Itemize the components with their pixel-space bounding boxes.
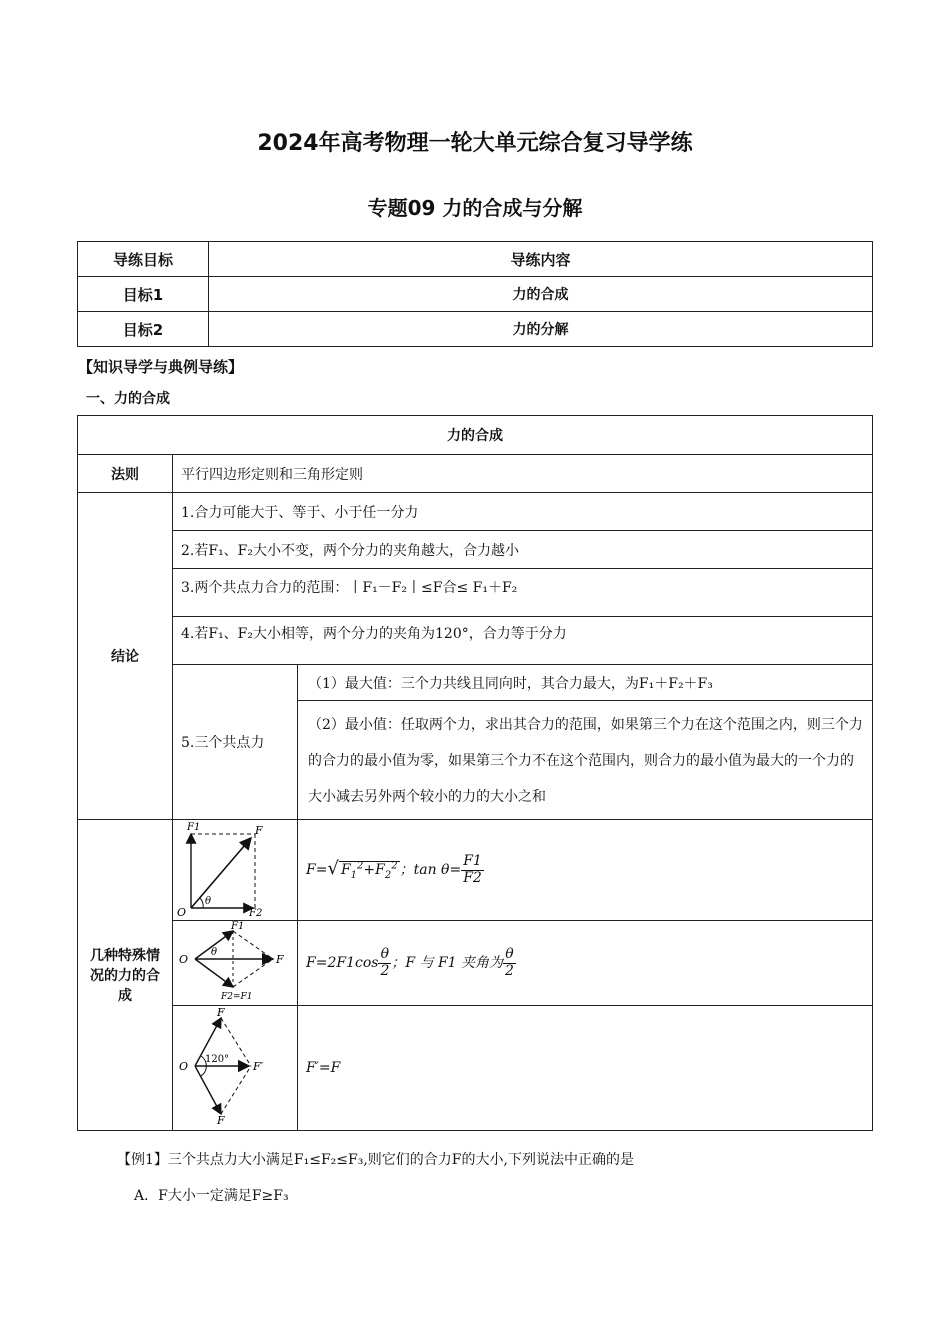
composition-table (77, 415, 873, 1131)
svg-text:120°: 120° (205, 1054, 230, 1065)
diagram-cell-3 (173, 1006, 298, 1131)
svg-text:F1: F1 (231, 921, 245, 932)
svg-text:F: F (255, 824, 263, 837)
svg-text:F: F (217, 1006, 225, 1019)
rule-text: 平行四边形定则和三角形定则 (173, 455, 873, 493)
example-1-question: 【例1】三个共点力大小满足F₁≤F₂≤F₃,则它们的合力F的大小,下列说法中正确的是 (117, 1152, 634, 1168)
sqrt-radicand: $F_1^2+F_2^2$ (340, 860, 398, 881)
svg-text:O: O (177, 906, 187, 916)
diagram-cell-2 (173, 921, 298, 1006)
formula-1: F=√ $F_1^2+F_2^2$ ；tan θ= $\frac{F1}{F2}$ (298, 820, 873, 921)
goal-1: 目标1 (78, 277, 209, 312)
diagram-cell-1 (173, 820, 298, 921)
conclusion-label: 结论 (78, 493, 173, 820)
goal-2-content: 力的分解 (209, 312, 873, 347)
svg-text:F: F (276, 953, 284, 966)
subsection-heading: 一、力的合成 (86, 391, 170, 407)
svg-text:θ: θ (211, 947, 218, 958)
table-title: 力的合成 (78, 416, 873, 455)
conclusion-4: 4.若F₁、F₂大小相等，两个分力的夹角为120°，合力等于分力 (173, 617, 873, 665)
svg-text:F2=F1: F2=F1 (221, 992, 253, 1001)
rule-label: 法则 (78, 455, 173, 493)
document-title: 2024年高考物理一轮大单元综合复习导学练 (257, 131, 693, 156)
goal-table (77, 241, 873, 347)
svg-text:F2: F2 (249, 908, 263, 916)
perpendicular-forces-diagram (173, 820, 296, 916)
special-cases-label: 几种特殊情况的力的合成 (78, 820, 173, 1131)
topic-title: 专题09 力的合成与分解 (367, 196, 583, 220)
conclusion-5-min: （2）最小值：任取两个力，求出其合力的范围，如果第三个力在这个范围之内，则三个力的合力的最小值为零，如果第三个力不在这个范围内，则合力的最小值为最大的一个力的大小减去另外两个较小的力的大小之和 (298, 701, 873, 820)
content-header: 导练内容 (209, 242, 873, 277)
120-degree-diagram (173, 1006, 296, 1126)
option-a: A．F大小一定满足F≥F₃ (134, 1188, 289, 1204)
goal-2: 目标2 (78, 312, 209, 347)
conclusion-1: 1.合力可能大于、等于、小于任一分力 (173, 493, 873, 531)
conclusion-3: 3.两个共点力合力的范围：丨F₁－F₂丨≤F合≤ F₁＋F₂ (173, 569, 873, 617)
formula-2: F=2F1cos $\frac{\theta}{2}$ ；F 与 F1 夹角为 $\frac{\theta}{2}$ (298, 921, 873, 1006)
svg-text:F1: F1 (187, 822, 201, 833)
tan-fraction: $\frac{F1}{F2}$ (463, 853, 482, 886)
formula-3: F′=F (298, 1006, 873, 1131)
sqrt-icon: √ (327, 858, 339, 879)
goal-1-content: 力的合成 (209, 277, 873, 312)
conclusion-2: 2.若F₁、F₂大小不变，两个分力的夹角越大，合力越小 (173, 531, 873, 569)
svg-text:O: O (179, 953, 189, 966)
section-heading: 【知识导学与典例导练】 (78, 358, 244, 376)
cos-fraction: $\frac{\theta}{2}$ (380, 946, 390, 979)
equal-forces-diagram (173, 921, 296, 1001)
goal-header: 导练目标 (78, 242, 209, 277)
conclusion-5-max: （1）最大值：三个力共线且同向时，其合力最大，为F₁＋F₂＋F₃ (298, 665, 873, 701)
angle-fraction: $\frac{\theta}{2}$ (505, 946, 514, 979)
svg-text:O: O (179, 1060, 189, 1073)
conclusion-5-label: 5.三个共点力 (173, 665, 298, 820)
svg-text:θ: θ (205, 896, 212, 907)
svg-text:F′: F′ (253, 1060, 264, 1073)
svg-text:F: F (217, 1114, 225, 1126)
